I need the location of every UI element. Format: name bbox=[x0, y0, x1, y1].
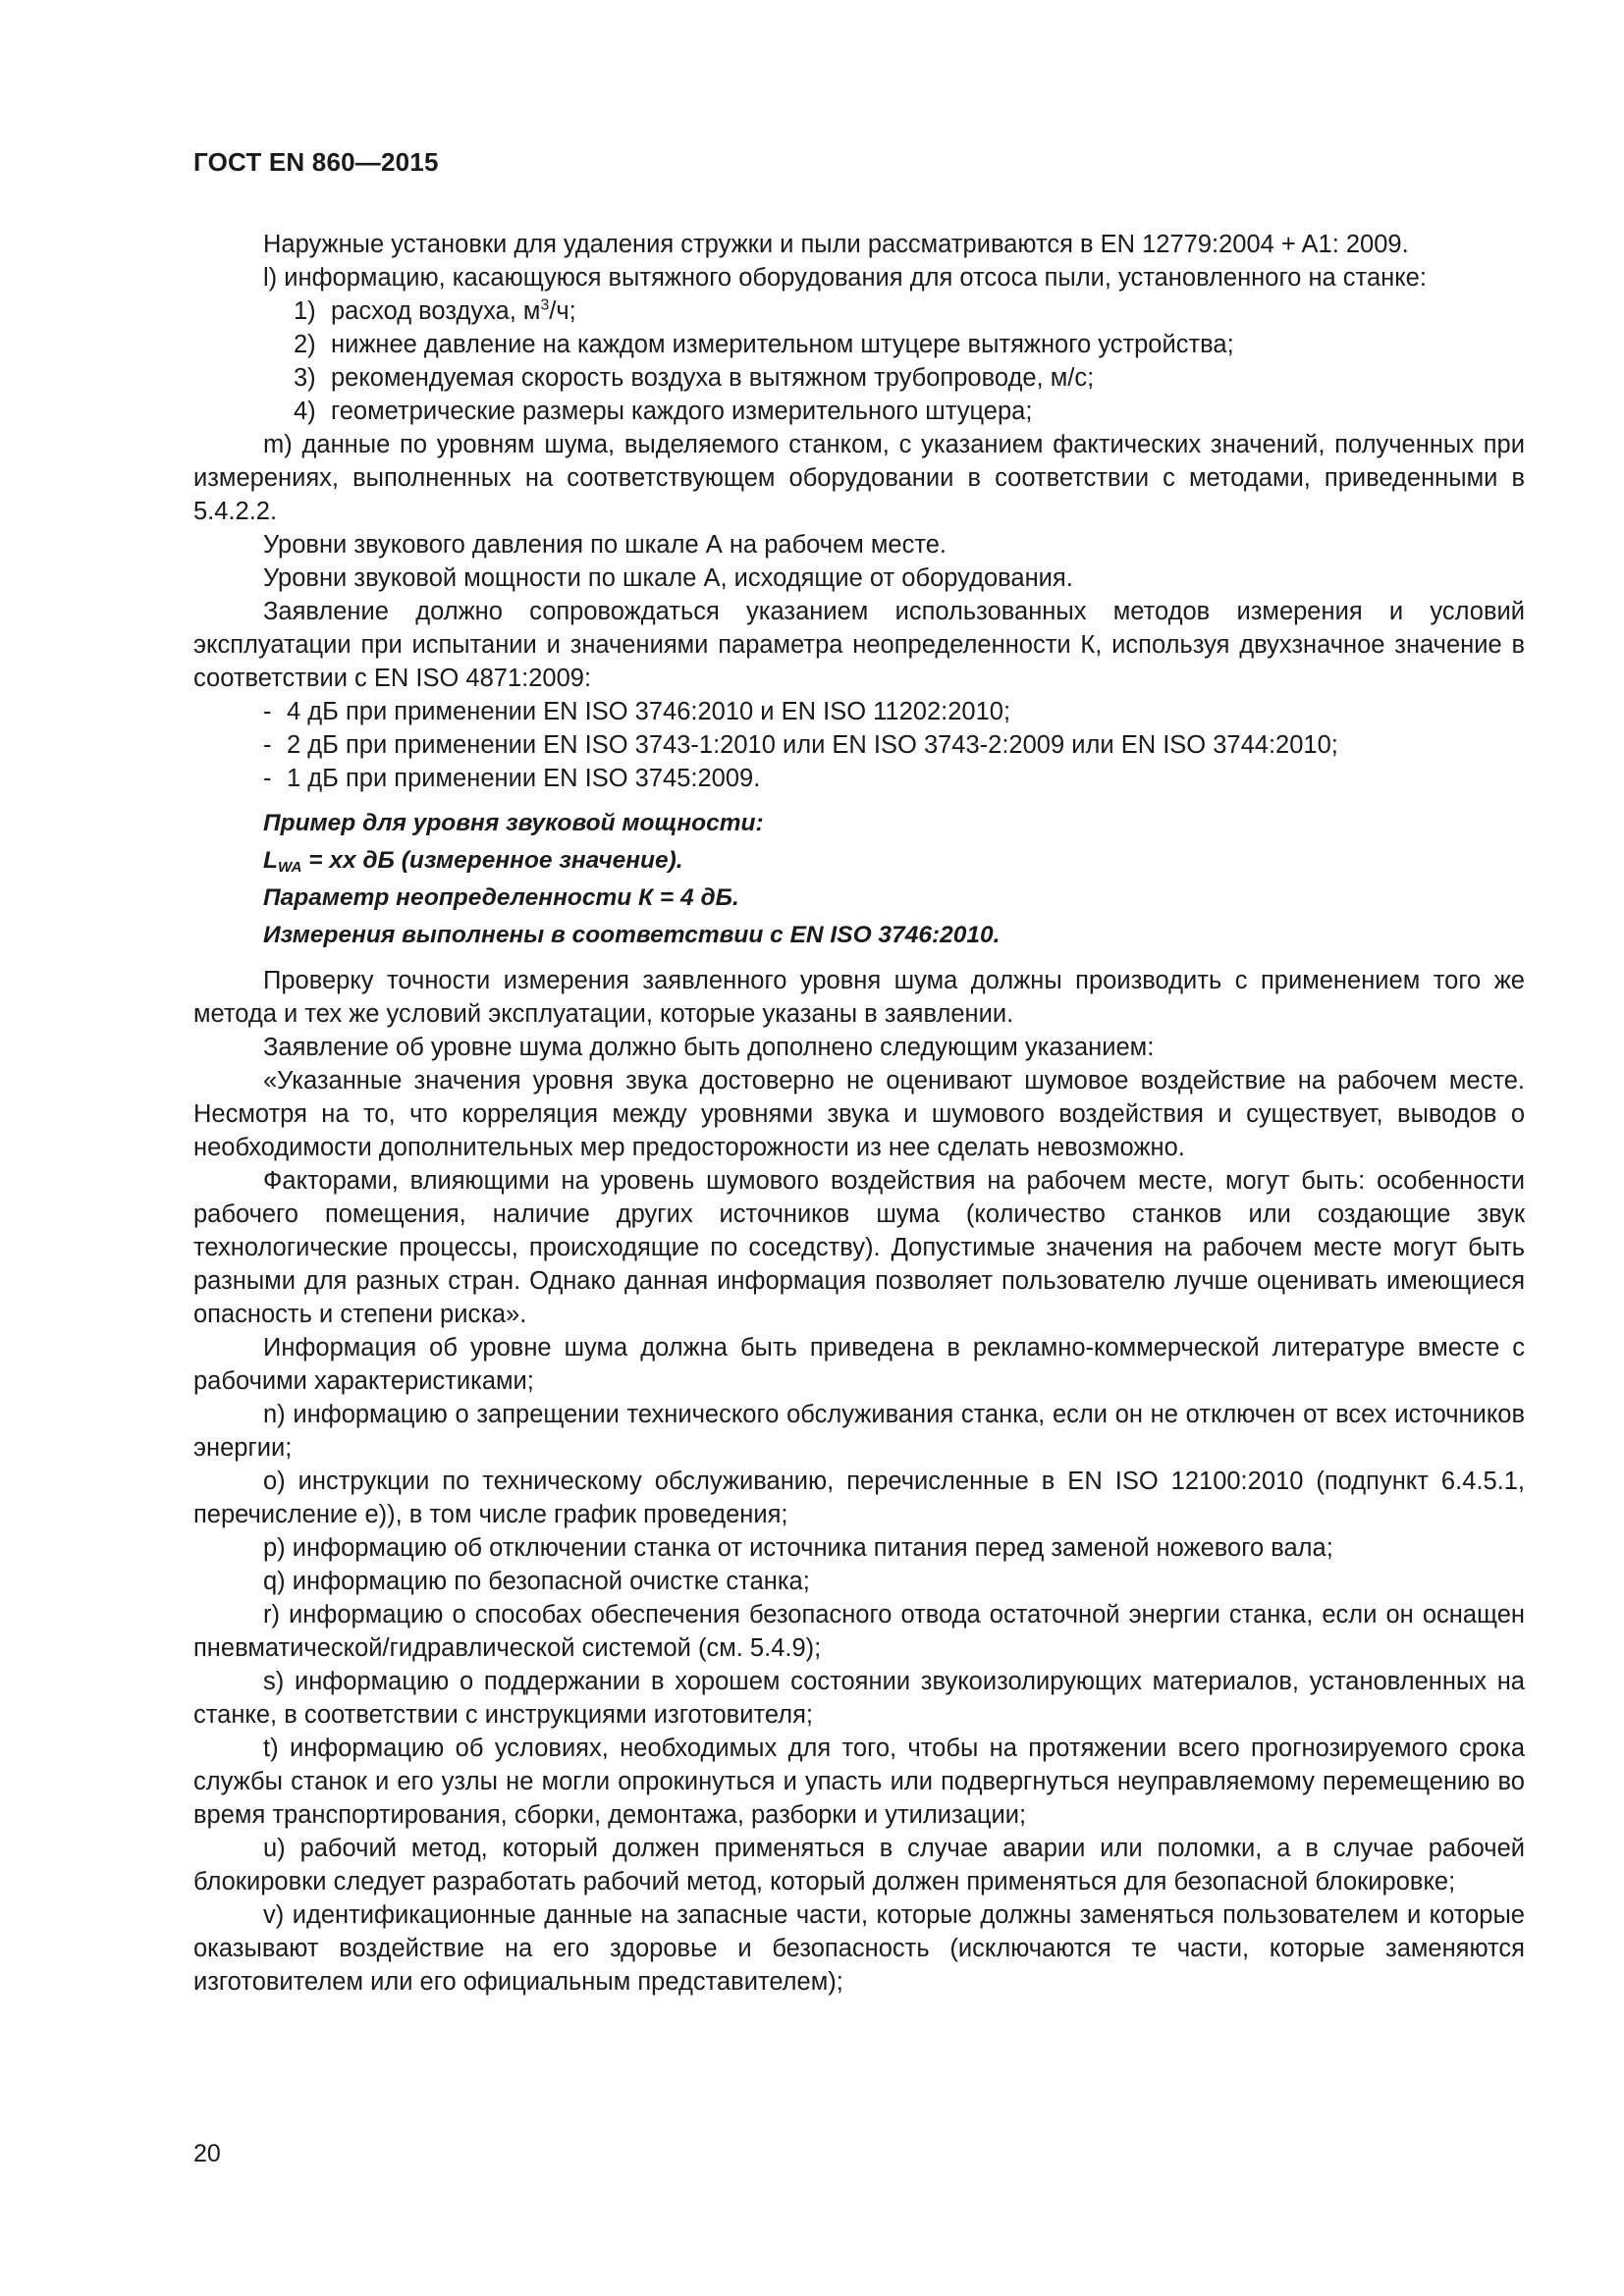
dash-list-item bbox=[193, 728, 1525, 762]
dash-item-text: 4 дБ при применении EN ISO 3746:2010 и EN ISO 11202:2010; bbox=[287, 698, 1011, 725]
paragraph-item-v: v) идентификационные данные на запасные части, которые должны заменяться пользователем и которые оказывают воздействие на его здоровье и безопасность (исключаются те части, которые заменяются изготовителем или его официальным представителем); bbox=[193, 1901, 1525, 1996]
paragraph-item-l: l) информацию, касающуюся вытяжного оборудования для отсоса пыли, установленного на станке: bbox=[263, 264, 1427, 292]
paragraph-item-n: n) информацию о запрещении технического обслуживания станка, если он не отключен от всех источников энергии; bbox=[193, 1401, 1525, 1462]
page-body bbox=[193, 228, 1525, 1999]
paragraph: Уровни звуковой мощности по шкале А, исходящие от оборудования. bbox=[263, 564, 1073, 592]
paragraph-item-o: o) инструкции по техническому обслуживанию, перечисленные в EN ISO 12100:2010 (подпункт 6.4.5.1, перечисление е)), в том числе график проведения; bbox=[193, 1468, 1525, 1528]
paragraph-item-r: r) информацию о способах обеспечения безопасного отвода остаточной энергии станка, если он оснащен пневматической/гидравлической системой (см. 5.4.9); bbox=[193, 1601, 1525, 1662]
example-line: Параметр неопределенности К = 4 дБ. bbox=[263, 884, 739, 911]
dash-bullet: - bbox=[263, 765, 272, 792]
dash-bullet: - bbox=[263, 698, 272, 725]
paragraph: Заявление должно сопровождаться указанием использованных методов измерения и условий эксплуатации при испытании и значениями параметра неопределенности К, используя двухзначное значение в соответствии с EN ISO 4871:2009: bbox=[193, 598, 1525, 692]
dash-item-text: 1 дБ при применении EN ISO 3745:2009. bbox=[287, 765, 761, 792]
paragraph-item-p: p) информацию об отключении станка от источника питания перед заменой ножевого вала; bbox=[263, 1534, 1333, 1562]
paragraph-item-t: t) информацию об условиях, необходимых для того, чтобы на протяжении всего прогнозируемого срока службы станок и его узлы не могли опрокинуться и упасть или подвергнуться неуправляемому перемещению во время транспортирования, сборки, демонтажа, разборки и утилизации; bbox=[193, 1735, 1525, 1829]
dash-item-text: 2 дБ при применении EN ISO 3743-1:2010 или EN ISO 3743-2:2009 или EN ISO 3744:2010; bbox=[287, 731, 1338, 759]
list-item bbox=[193, 361, 1525, 395]
page-number: 20 bbox=[193, 2140, 221, 2167]
list-number: 1) bbox=[294, 297, 316, 325]
list-item-text-end: /ч; bbox=[549, 297, 576, 325]
example-formula bbox=[193, 842, 1525, 880]
paragraph: Информация об уровне шума должна быть приведена в рекламно-коммерческой литературе вместе с рабочими характеристиками; bbox=[193, 1334, 1525, 1395]
dash-bullet: - bbox=[263, 731, 272, 759]
example-line: Измерения выполнены в соответствии с EN ISO 3746:2010. bbox=[263, 922, 1001, 948]
dash-list-item bbox=[193, 695, 1525, 728]
paragraph: Проверку точности измерения заявленного уровня шума должны производить с применением того же метода и тех же условий эксплуатации, которые указаны в заявлении. bbox=[193, 967, 1525, 1028]
list-item-text: нижнее давление на каждом измерительном штуцере вытяжного устройства; bbox=[331, 331, 1234, 358]
formula-symbol: L bbox=[263, 847, 278, 874]
paragraph-quote: «Указанные значения уровня звука достоверно не оценивают шумовое воздействие на рабочем месте. Несмотря на то, что корреляция между уровнями звука и шумового воздействия и существует, выводов о необходимости дополнительных мер предосторожности из нее сделать невозможно. bbox=[193, 1067, 1525, 1161]
list-number: 4) bbox=[294, 398, 316, 425]
paragraph-item-m: m) данные по уровням шума, выделяемого станком, с указанием фактических значений, полученных при измерениях, выполненных на соответствующем оборудовании в соответствии с методами, приведенными в 5.4.2.2. bbox=[193, 431, 1525, 525]
formula-subscript: WA bbox=[277, 858, 302, 876]
list-item-text: рекомендуемая скорость воздуха в вытяжном трубопроводе, м/с; bbox=[331, 364, 1095, 392]
example-heading: Пример для уровня звуковой мощности: bbox=[263, 810, 764, 836]
paragraph: Уровни звукового давления по шкале А на рабочем месте. bbox=[263, 531, 947, 559]
paragraph-item-u: u) рабочий метод, который должен применяться в случае аварии или поломки, а в случае рабочей блокировки следует разработать рабочий метод, который должен применяться для безопасной блокировке; bbox=[193, 1835, 1525, 1896]
paragraph-item-s: s) информацию о поддержании в хорошем состоянии звукоизолирующих материалов, установленных на станке, в соответствии с инструкциями изготовителя; bbox=[193, 1668, 1525, 1729]
list-number: 3) bbox=[294, 364, 316, 392]
superscript: 3 bbox=[540, 296, 550, 314]
paragraph: Заявление об уровне шума должно быть дополнено следующим указанием: bbox=[263, 1034, 1155, 1061]
formula-value: = хх дБ (измеренное значение). bbox=[301, 847, 683, 874]
list-number: 2) bbox=[294, 331, 316, 358]
page-header-standard-id: ГОСТ EN 860—2015 bbox=[193, 147, 439, 177]
paragraph-item-q: q) информацию по безопасной очистке станка; bbox=[263, 1568, 810, 1595]
paragraph: Наружные установки для удаления стружки и пыли рассматриваются в EN 12779:2004 + A1: 2009. bbox=[263, 231, 1409, 258]
list-item-text: геометрические размеры каждого измерительного штуцера; bbox=[331, 398, 1033, 425]
list-item bbox=[193, 328, 1525, 361]
list-item-text: расход воздуха, м bbox=[331, 297, 541, 325]
list-item bbox=[193, 395, 1525, 428]
paragraph-quote: Факторами, влияющими на уровень шумового воздействия на рабочем месте, могут быть: особенности рабочего помещения, наличие других источников шума (количество станков или создающие звук технологические процессы, происходящие по соседству). Допустимые значения на рабочем месте могут быть разными для разных стран. Однако данная информация позволяет пользователю лучше оценивать имеющиеся опасность и степени риска». bbox=[193, 1167, 1525, 1328]
list-item bbox=[193, 294, 1525, 328]
dash-list-item bbox=[193, 762, 1525, 795]
